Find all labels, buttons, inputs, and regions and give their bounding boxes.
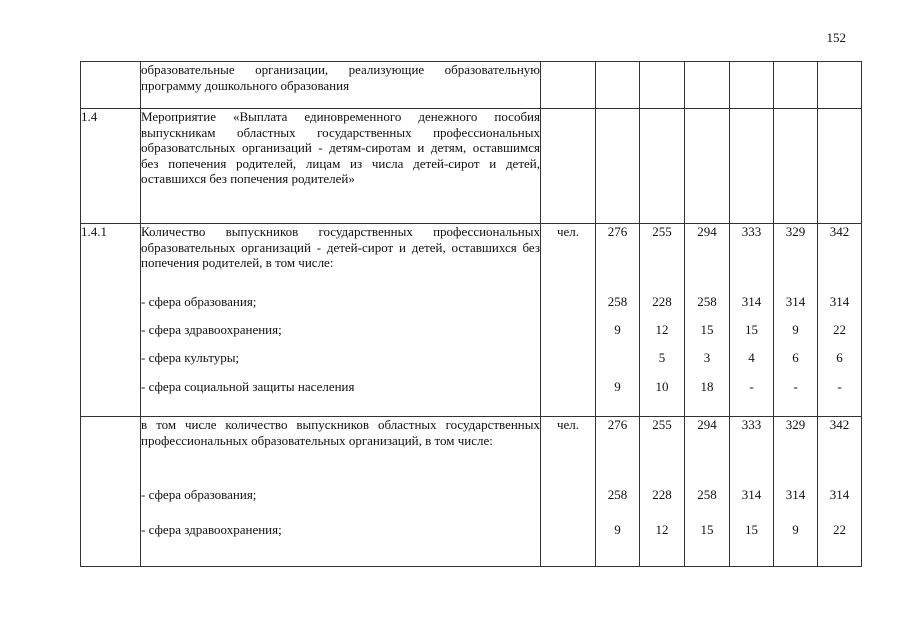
value-total: 329	[785, 224, 806, 239]
value: 228	[652, 294, 672, 309]
value: 9	[614, 522, 621, 537]
value: 12	[655, 322, 669, 338]
value-total: 255	[652, 224, 672, 239]
value-column	[818, 224, 862, 417]
row-number	[81, 417, 141, 567]
page-number: 152	[826, 30, 846, 45]
value-column	[774, 224, 818, 417]
value: 12	[655, 522, 669, 537]
value: 22	[833, 322, 846, 338]
value-total: 333	[741, 417, 762, 432]
value-column	[685, 224, 730, 417]
value: -	[793, 378, 798, 394]
table-row	[81, 109, 862, 224]
value: 9	[614, 322, 621, 338]
value-total: 276	[607, 417, 628, 432]
subrow-label: - сфера культуры;	[141, 350, 240, 366]
value: 6	[836, 350, 843, 366]
value-cell	[774, 62, 818, 109]
value: 258	[607, 487, 628, 502]
value: 22	[833, 522, 846, 537]
value: 258	[697, 294, 717, 309]
value: 3	[703, 350, 711, 366]
row-number: 1.4	[81, 109, 141, 224]
table-row	[81, 417, 862, 567]
value-column	[730, 224, 774, 417]
value-column	[640, 224, 685, 417]
value-column	[774, 417, 818, 567]
value-cell	[640, 109, 685, 224]
value-cell	[596, 62, 640, 109]
row-description	[141, 224, 541, 417]
value: -	[837, 378, 842, 394]
subrow-label: - сфера образования;	[141, 294, 257, 309]
value-column	[596, 417, 640, 567]
value-column	[818, 417, 862, 567]
value-cell	[685, 62, 730, 109]
row-description: образовательные организации, реализующие образовательную программу дошкольного образования	[141, 62, 541, 109]
value-cell	[640, 62, 685, 109]
value-column	[640, 417, 685, 567]
value-total: 276	[607, 224, 628, 239]
subrow-label: - сфера образования;	[141, 487, 257, 502]
value-total: 294	[697, 224, 717, 239]
value: 10	[655, 378, 669, 394]
value-column	[596, 224, 640, 417]
value: 6	[792, 350, 799, 366]
row-description	[141, 417, 541, 567]
value: 314	[741, 487, 762, 502]
value	[596, 350, 639, 378]
table-row	[81, 224, 862, 417]
value-total: 255	[652, 417, 672, 432]
unit-cell	[541, 62, 596, 109]
value-total: 342	[829, 224, 850, 239]
value: 314	[829, 294, 850, 309]
value: 258	[607, 294, 628, 309]
unit-cell: чел.	[541, 224, 596, 417]
value-cell	[730, 109, 774, 224]
unit-cell: чел.	[541, 417, 596, 567]
value: 9	[614, 378, 621, 394]
table-row	[81, 62, 862, 109]
value: 314	[829, 487, 850, 502]
subrow-label: - сфера социальной защиты населения	[141, 378, 355, 394]
value-cell	[818, 109, 862, 224]
value-cell	[685, 109, 730, 224]
value: 4	[748, 350, 755, 366]
value-cell	[818, 62, 862, 109]
value-column	[730, 417, 774, 567]
value: 314	[785, 487, 806, 502]
value-total: 329	[785, 417, 806, 432]
indicator-text: Количество выпускников государственных профессиональных образовательных организаций - детей-сирот и детей, оставшихся без попечения родителей, в том числе:	[141, 224, 540, 270]
value-column	[685, 417, 730, 567]
subrow-label: - сфера здравоохранения;	[141, 322, 282, 338]
value: 15	[700, 522, 714, 537]
value-total: 333	[741, 224, 762, 239]
row-number: 1.4.1	[81, 224, 141, 417]
value: 15	[745, 322, 758, 338]
value: 15	[700, 322, 714, 338]
row-number	[81, 62, 141, 109]
value: 5	[658, 350, 666, 366]
value: 258	[697, 487, 717, 502]
value: 9	[792, 322, 799, 338]
program-table	[80, 61, 862, 567]
indicator-text: в том числе количество выпускников областных государственных профессиональных образовательных организаций, в том числе:	[141, 417, 540, 448]
value: 314	[785, 294, 806, 309]
value: 15	[745, 522, 758, 537]
value-cell	[730, 62, 774, 109]
unit-cell	[541, 109, 596, 224]
value-cell	[774, 109, 818, 224]
value: 228	[652, 487, 672, 502]
row-description: Мероприятие «Выплата единовременного денежного пособия выпускникам областных государственных профессиональных образоватсльных организаций - детям-сиротам и детям, оставшимся без попечения родителей, лицам из числа детей-сирот и детей, оставшихся без попечения родителей»	[141, 109, 541, 224]
value: 9	[792, 522, 799, 537]
value-total: 342	[829, 417, 850, 432]
value-total: 294	[697, 417, 717, 432]
value-cell	[596, 109, 640, 224]
subrow-label: - сфера здравоохранения;	[141, 522, 282, 537]
value: -	[749, 378, 754, 394]
value: 314	[741, 294, 762, 309]
value: 18	[700, 378, 714, 394]
